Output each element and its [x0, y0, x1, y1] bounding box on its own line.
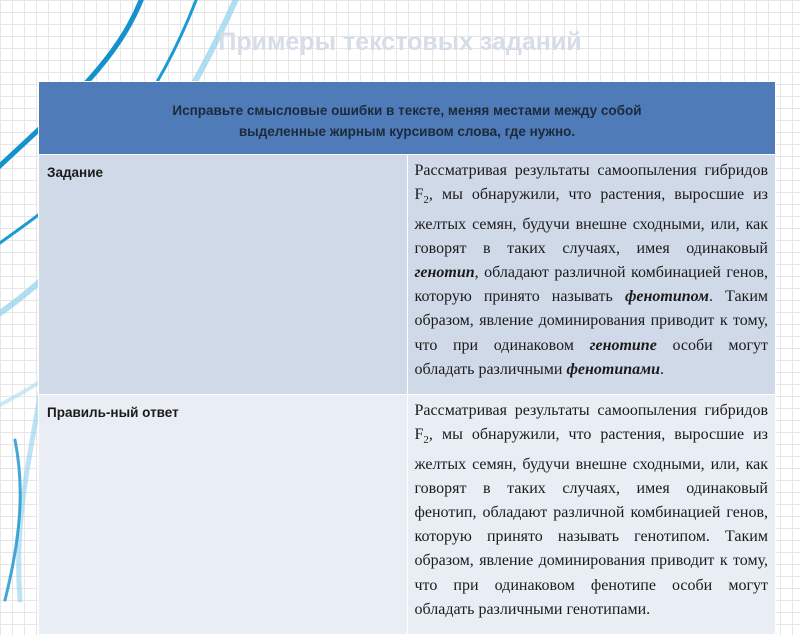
task-bold-word: генотип — [414, 264, 475, 281]
task-text-part: , обладают различной комбинацией генов, которую принято называть — [414, 264, 768, 306]
task-label: Задание — [39, 155, 408, 395]
task-subscript: 2 — [423, 194, 429, 207]
task-text — [407, 155, 776, 395]
task-text-part: , мы обнаружили, что растения, выросшие из желтых семян, будучи внешне сходными, или, как говорят в таких случаях, имея одинаковый — [414, 186, 768, 257]
answer-row — [39, 395, 776, 635]
task-text-part: Рассматривая результаты самоопыления гибридов F — [414, 162, 768, 204]
task-bold-word: фенотипами — [566, 360, 661, 378]
answer-label: Правиль-ный ответ — [39, 395, 408, 635]
answer-text-part: , мы обнаружили, что растения, выросшие из желтых семян, будучи внешне сходными, или, как говорят в таких случаях, имея одинаковый фенотип, обладают различной комбинацией генов, которую принято называть генотипом. Таким образом, явление доминирования приводит к тому, что при одинаковом фенотипе особи могут обладать различными генотипами. — [414, 426, 768, 618]
slide-title: Примеры текстовых заданий — [218, 28, 582, 56]
answer-subscript: 2 — [423, 434, 429, 447]
task-bold-word: фенотипом — [624, 288, 709, 306]
answer-text-part: Рассматривая результаты самоопыления гибридов F — [414, 402, 768, 444]
task-row — [39, 155, 776, 395]
table-header: Исправьте смысловые ошибки в тексте, меняя местами между собой выделенные жирным курсивом слова, где нужно. — [39, 82, 776, 155]
exercise-table — [38, 81, 776, 635]
task-text-part: . Таким образом, явление доминирования приводит к тому, что при одинаковом — [414, 288, 768, 354]
task-text-part: . — [660, 360, 665, 378]
answer-text — [407, 395, 776, 635]
task-bold-word: генотипе — [589, 336, 657, 354]
task-text-part: особи могут обладать различными — [414, 336, 768, 378]
